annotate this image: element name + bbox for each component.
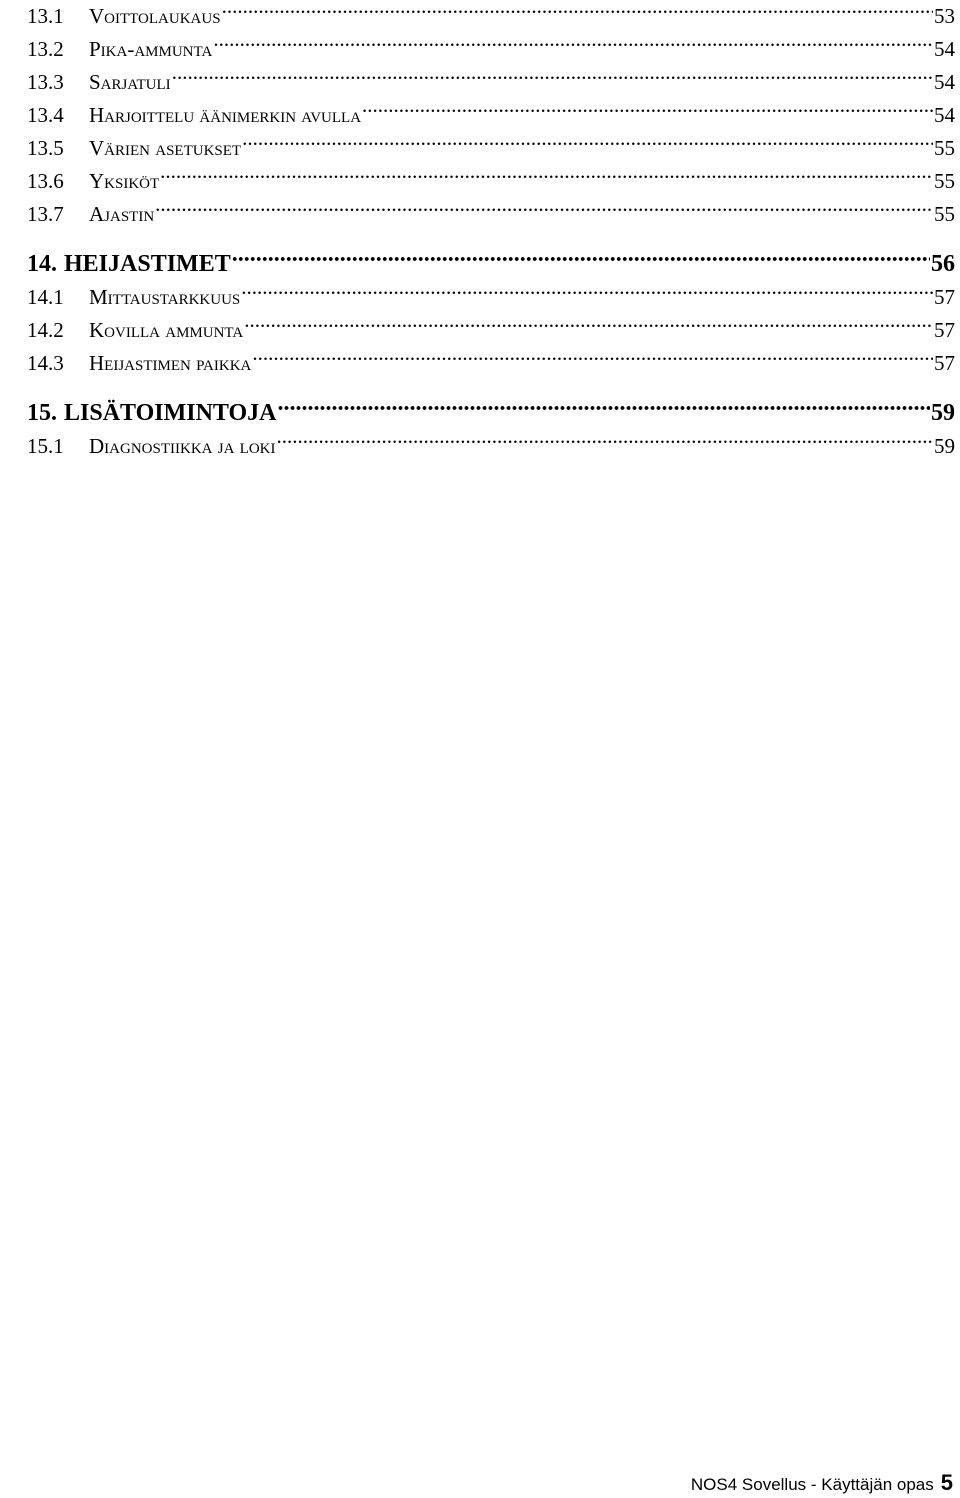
dot-leader [171, 68, 933, 89]
toc-entry-number: 13.1 [27, 4, 64, 28]
dot-leader [240, 283, 933, 304]
toc-entry-page: 55 [934, 202, 955, 226]
toc-entry-number: 13.7 [27, 202, 64, 226]
toc-entry-title: Harjoittelu äänimerkin avulla [89, 103, 362, 127]
toc-entry-number: 13.2 [27, 37, 64, 61]
dot-leader [361, 101, 933, 122]
toc-entry-number: 13.3 [27, 70, 64, 94]
toc-entry-title: Pika-ammunta [89, 37, 213, 61]
toc-entry-14-1[interactable] [27, 281, 955, 314]
toc-chapter-15[interactable] [27, 380, 955, 430]
toc-entry-13-5[interactable] [27, 132, 955, 165]
toc-entry-number: 15.1 [27, 434, 64, 458]
toc-entry-title: Diagnostiikka ja loki [89, 434, 276, 458]
toc-entry-page: 57 [934, 318, 955, 342]
toc-chapter-page: 56 [931, 251, 955, 277]
toc-entry-number: 13.4 [27, 103, 64, 127]
dot-leader [251, 349, 933, 370]
toc-entry-number: 13.6 [27, 169, 64, 193]
dot-leader [231, 247, 930, 271]
toc-entry-page: 55 [934, 136, 955, 160]
toc-entry-number: 14.3 [27, 351, 64, 375]
toc-entry-page: 57 [934, 285, 955, 309]
toc-entry-13-2[interactable] [27, 33, 955, 66]
toc-entry-title: Sarjatuli [89, 70, 171, 94]
dot-leader [159, 167, 933, 188]
toc-entry-13-1[interactable] [27, 0, 955, 33]
toc-entry-title: Värien asetukset [89, 136, 242, 160]
toc-entry-page: 57 [934, 351, 955, 375]
toc-entry-number: 14.1 [27, 285, 64, 309]
toc-entry-page: 54 [934, 37, 955, 61]
toc-entry-title: Kovilla ammunta [89, 318, 244, 342]
toc-entry-title: Mittaustarkkuus [89, 285, 241, 309]
dot-leader [275, 432, 933, 453]
toc-entry-number: 14.2 [27, 318, 64, 342]
toc-entry-page: 55 [934, 169, 955, 193]
toc-entry-13-6[interactable] [27, 165, 955, 198]
toc-chapter-page: 59 [931, 400, 955, 426]
footer-document-title: NOS4 Sovellus - Käyttäjän opas [690, 1475, 934, 1494]
toc-entry-title: Ajastin [89, 202, 155, 226]
dot-leader [154, 200, 933, 221]
toc-entry-title: Yksiköt [89, 169, 160, 193]
toc-chapter-title: LISÄTOIMINTOJA [64, 400, 277, 426]
toc-entry-14-3[interactable] [27, 347, 955, 380]
toc-chapter-14[interactable] [27, 231, 955, 281]
toc-entry-page: 54 [934, 103, 955, 127]
toc-entry-page: 53 [934, 4, 955, 28]
toc-entry-page: 54 [934, 70, 955, 94]
dot-leader [277, 396, 930, 420]
dot-leader [243, 316, 933, 337]
table-of-contents [27, 0, 955, 463]
footer-page-number: 5 [940, 1470, 953, 1495]
dot-leader [221, 2, 933, 23]
toc-entry-13-4[interactable] [27, 99, 955, 132]
toc-entry-title: Heijastimen paikka [89, 351, 252, 375]
toc-chapter-number: 14. [27, 251, 57, 277]
toc-entry-13-3[interactable] [27, 66, 955, 99]
toc-chapter-number: 15. [27, 400, 57, 426]
toc-entry-13-7[interactable] [27, 198, 955, 231]
toc-entry-page: 59 [934, 434, 955, 458]
toc-entry-15-1[interactable] [27, 430, 955, 463]
page-footer [691, 1470, 953, 1496]
dot-leader [241, 134, 933, 155]
toc-entry-14-2[interactable] [27, 314, 955, 347]
toc-chapter-title: HEIJASTIMET [64, 251, 231, 277]
toc-entry-title: Voittolaukaus [89, 4, 221, 28]
toc-entry-number: 13.5 [27, 136, 64, 160]
dot-leader [212, 35, 933, 56]
